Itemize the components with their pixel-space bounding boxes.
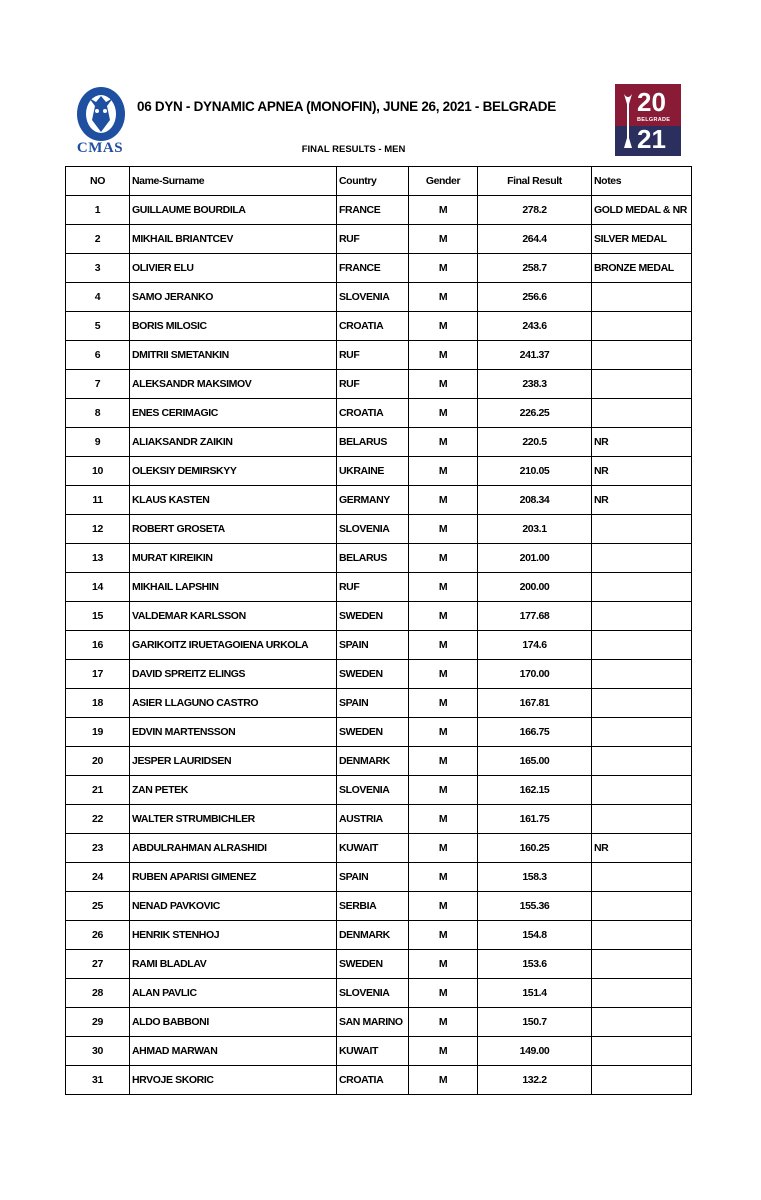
cell-notes: GOLD MEDAL & NR xyxy=(592,196,692,225)
cell-no: 25 xyxy=(66,892,130,921)
cell-notes xyxy=(592,602,692,631)
cell-gender: M xyxy=(409,602,478,631)
cell-country: SERBIA xyxy=(337,892,409,921)
table-row xyxy=(66,225,692,254)
table-row xyxy=(66,196,692,225)
column-header-final-result: Final Result xyxy=(478,167,592,196)
cell-notes xyxy=(592,1008,692,1037)
table-row xyxy=(66,1037,692,1066)
table-row xyxy=(66,863,692,892)
table-row xyxy=(66,544,692,573)
table-row xyxy=(66,1008,692,1037)
cell-no: 7 xyxy=(66,370,130,399)
cell-notes: SILVER MEDAL xyxy=(592,225,692,254)
cell-notes xyxy=(592,399,692,428)
cell-name: RUBEN APARISI GIMENEZ xyxy=(130,863,337,892)
cell-gender: M xyxy=(409,979,478,1008)
cell-final-result: 170.00 xyxy=(478,660,592,689)
cell-name: HRVOJE SKORIC xyxy=(130,1066,337,1095)
cell-country: FRANCE xyxy=(337,196,409,225)
cell-notes xyxy=(592,631,692,660)
cell-name: ASIER LLAGUNO CASTRO xyxy=(130,689,337,718)
cell-gender: M xyxy=(409,747,478,776)
cell-no: 29 xyxy=(66,1008,130,1037)
cell-notes: NR xyxy=(592,834,692,863)
table-row xyxy=(66,805,692,834)
table-row xyxy=(66,979,692,1008)
cell-final-result: 149.00 xyxy=(478,1037,592,1066)
table-row xyxy=(66,747,692,776)
cell-final-result: 243.6 xyxy=(478,312,592,341)
table-row xyxy=(66,254,692,283)
cell-country: DENMARK xyxy=(337,747,409,776)
cell-name: HENRIK STENHOJ xyxy=(130,921,337,950)
cell-final-result: 153.6 xyxy=(478,950,592,979)
cell-gender: M xyxy=(409,921,478,950)
cell-no: 27 xyxy=(66,950,130,979)
cell-final-result: 238.3 xyxy=(478,370,592,399)
cell-gender: M xyxy=(409,689,478,718)
cell-notes: BRONZE MEDAL xyxy=(592,254,692,283)
table-row xyxy=(66,892,692,921)
cell-name: ALDO BABBONI xyxy=(130,1008,337,1037)
cell-no: 2 xyxy=(66,225,130,254)
cell-name: ALEKSANDR MAKSIMOV xyxy=(130,370,337,399)
cell-final-result: 165.00 xyxy=(478,747,592,776)
cell-no: 13 xyxy=(66,544,130,573)
cell-country: FRANCE xyxy=(337,254,409,283)
cell-country: AUSTRIA xyxy=(337,805,409,834)
cell-name: DMITRII SMETANKIN xyxy=(130,341,337,370)
cell-gender: M xyxy=(409,544,478,573)
cell-notes xyxy=(592,776,692,805)
cell-country: SLOVENIA xyxy=(337,283,409,312)
cell-final-result: 158.3 xyxy=(478,863,592,892)
cell-country: SWEDEN xyxy=(337,660,409,689)
cell-country: SLOVENIA xyxy=(337,515,409,544)
cell-country: CROATIA xyxy=(337,1066,409,1095)
cell-country: SAN MARINO xyxy=(337,1008,409,1037)
cell-final-result: 167.81 xyxy=(478,689,592,718)
column-header-no: NO xyxy=(66,167,130,196)
cell-country: SWEDEN xyxy=(337,950,409,979)
document-subtitle: FINAL RESULTS - MEN xyxy=(301,144,406,155)
table-row xyxy=(66,428,692,457)
cell-country: RUF xyxy=(337,370,409,399)
cell-gender: M xyxy=(409,718,478,747)
cell-gender: M xyxy=(409,1066,478,1095)
cell-final-result: 150.7 xyxy=(478,1008,592,1037)
cell-gender: M xyxy=(409,457,478,486)
cell-final-result: 151.4 xyxy=(478,979,592,1008)
cell-name: BORIS MILOSIC xyxy=(130,312,337,341)
cell-no: 5 xyxy=(66,312,130,341)
cell-final-result: 160.25 xyxy=(478,834,592,863)
cell-gender: M xyxy=(409,312,478,341)
cmas-emblem-icon xyxy=(68,84,134,144)
cell-final-result: 208.34 xyxy=(478,486,592,515)
cell-gender: M xyxy=(409,196,478,225)
cell-final-result: 256.6 xyxy=(478,283,592,312)
cell-gender: M xyxy=(409,950,478,979)
cell-no: 16 xyxy=(66,631,130,660)
logo-year-bottom: 21 xyxy=(637,124,666,154)
cell-country: GERMANY xyxy=(337,486,409,515)
table-header-row xyxy=(66,167,692,196)
cell-name: KLAUS KASTEN xyxy=(130,486,337,515)
cell-notes xyxy=(592,892,692,921)
cell-notes xyxy=(592,370,692,399)
cell-gender: M xyxy=(409,225,478,254)
cell-gender: M xyxy=(409,1008,478,1037)
cell-gender: M xyxy=(409,892,478,921)
cell-country: RUF xyxy=(337,573,409,602)
table-row xyxy=(66,1066,692,1095)
cell-final-result: 241.37 xyxy=(478,341,592,370)
cell-final-result: 210.05 xyxy=(478,457,592,486)
cell-name: MIKHAIL LAPSHIN xyxy=(130,573,337,602)
cell-name: GUILLAUME BOURDILA xyxy=(130,196,337,225)
table-row xyxy=(66,921,692,950)
cell-notes xyxy=(592,747,692,776)
cell-country: SPAIN xyxy=(337,689,409,718)
cell-no: 8 xyxy=(66,399,130,428)
cell-final-result: 203.1 xyxy=(478,515,592,544)
cell-country: BELARUS xyxy=(337,544,409,573)
cell-gender: M xyxy=(409,399,478,428)
cell-country: RUF xyxy=(337,341,409,370)
cell-name: VALDEMAR KARLSSON xyxy=(130,602,337,631)
cell-no: 10 xyxy=(66,457,130,486)
cell-gender: M xyxy=(409,573,478,602)
cell-no: 6 xyxy=(66,341,130,370)
logo-year-top: 20 xyxy=(637,87,666,117)
cell-notes xyxy=(592,1066,692,1095)
cell-notes xyxy=(592,341,692,370)
column-header-country: Country xyxy=(337,167,409,196)
cell-name: MIKHAIL BRIANTCEV xyxy=(130,225,337,254)
cell-gender: M xyxy=(409,631,478,660)
table-row xyxy=(66,660,692,689)
cell-notes xyxy=(592,515,692,544)
cell-notes xyxy=(592,921,692,950)
table-row xyxy=(66,312,692,341)
cell-notes: NR xyxy=(592,428,692,457)
cell-notes xyxy=(592,544,692,573)
cell-no: 9 xyxy=(66,428,130,457)
cell-gender: M xyxy=(409,660,478,689)
cell-final-result: 161.75 xyxy=(478,805,592,834)
cell-no: 1 xyxy=(66,196,130,225)
cell-final-result: 132.2 xyxy=(478,1066,592,1095)
cell-gender: M xyxy=(409,834,478,863)
cell-name: JESPER LAURIDSEN xyxy=(130,747,337,776)
cell-notes xyxy=(592,283,692,312)
cell-country: UKRAINE xyxy=(337,457,409,486)
table-row xyxy=(66,457,692,486)
cell-country: SLOVENIA xyxy=(337,979,409,1008)
cell-final-result: 174.6 xyxy=(478,631,592,660)
cell-notes xyxy=(592,805,692,834)
cell-gender: M xyxy=(409,776,478,805)
cell-final-result: 200.00 xyxy=(478,573,592,602)
cell-country: CROATIA xyxy=(337,312,409,341)
cell-country: DENMARK xyxy=(337,921,409,950)
cell-no: 15 xyxy=(66,602,130,631)
cell-name: OLEKSIY DEMIRSKYY xyxy=(130,457,337,486)
cell-gender: M xyxy=(409,805,478,834)
cell-no: 11 xyxy=(66,486,130,515)
cell-notes xyxy=(592,312,692,341)
cell-gender: M xyxy=(409,1037,478,1066)
cell-final-result: 264.4 xyxy=(478,225,592,254)
cell-no: 19 xyxy=(66,718,130,747)
cell-no: 20 xyxy=(66,747,130,776)
cell-country: SWEDEN xyxy=(337,602,409,631)
cell-no: 12 xyxy=(66,515,130,544)
cell-no: 21 xyxy=(66,776,130,805)
cell-final-result: 166.75 xyxy=(478,718,592,747)
cell-notes xyxy=(592,660,692,689)
cell-no: 31 xyxy=(66,1066,130,1095)
cell-notes xyxy=(592,863,692,892)
cell-name: DAVID SPREITZ ELINGS xyxy=(130,660,337,689)
cell-name: WALTER STRUMBICHLER xyxy=(130,805,337,834)
cell-final-result: 226.25 xyxy=(478,399,592,428)
table-row xyxy=(66,283,692,312)
cell-final-result: 220.5 xyxy=(478,428,592,457)
cell-no: 26 xyxy=(66,921,130,950)
cell-country: SPAIN xyxy=(337,863,409,892)
column-header-gender: Gender xyxy=(409,167,478,196)
cell-gender: M xyxy=(409,370,478,399)
cell-name: ENES CERIMAGIC xyxy=(130,399,337,428)
table-row xyxy=(66,486,692,515)
logo-city: BELGRADE xyxy=(637,117,671,123)
cell-name: EDVIN MARTENSSON xyxy=(130,718,337,747)
cell-gender: M xyxy=(409,428,478,457)
cell-gender: M xyxy=(409,486,478,515)
cell-final-result: 155.36 xyxy=(478,892,592,921)
cell-gender: M xyxy=(409,254,478,283)
cell-no: 14 xyxy=(66,573,130,602)
cell-country: RUF xyxy=(337,225,409,254)
monofin-icon xyxy=(623,92,633,150)
table-row xyxy=(66,631,692,660)
cell-final-result: 154.8 xyxy=(478,921,592,950)
cell-name: ABDULRAHMAN ALRASHIDI xyxy=(130,834,337,863)
cell-no: 4 xyxy=(66,283,130,312)
table-row xyxy=(66,515,692,544)
cell-notes xyxy=(592,1037,692,1066)
cell-no: 18 xyxy=(66,689,130,718)
cell-notes xyxy=(592,718,692,747)
table-row xyxy=(66,370,692,399)
cell-country: KUWAIT xyxy=(337,1037,409,1066)
cell-name: ALAN PAVLIC xyxy=(130,979,337,1008)
column-header-notes: Notes xyxy=(592,167,692,196)
cell-no: 30 xyxy=(66,1037,130,1066)
cell-country: SPAIN xyxy=(337,631,409,660)
cell-final-result: 177.68 xyxy=(478,602,592,631)
cell-notes: NR xyxy=(592,486,692,515)
table-row xyxy=(66,602,692,631)
table-row xyxy=(66,689,692,718)
cell-name: RAMI BLADLAV xyxy=(130,950,337,979)
cell-country: BELARUS xyxy=(337,428,409,457)
table-row xyxy=(66,834,692,863)
table-row xyxy=(66,718,692,747)
cell-name: SAMO JERANKO xyxy=(130,283,337,312)
cell-name: OLIVIER ELU xyxy=(130,254,337,283)
cell-notes xyxy=(592,979,692,1008)
table-row xyxy=(66,950,692,979)
table-row xyxy=(66,573,692,602)
cell-name: NENAD PAVKOVIC xyxy=(130,892,337,921)
cell-gender: M xyxy=(409,863,478,892)
column-header-name: Name-Surname xyxy=(130,167,337,196)
cell-name: AHMAD MARWAN xyxy=(130,1037,337,1066)
cell-name: GARIKOITZ IRUETAGOIENA URKOLA xyxy=(130,631,337,660)
cell-country: SWEDEN xyxy=(337,718,409,747)
table-row xyxy=(66,776,692,805)
cell-no: 23 xyxy=(66,834,130,863)
cell-final-result: 278.2 xyxy=(478,196,592,225)
cell-country: SLOVENIA xyxy=(337,776,409,805)
cell-no: 22 xyxy=(66,805,130,834)
cell-name: MURAT KIREIKIN xyxy=(130,544,337,573)
cell-final-result: 258.7 xyxy=(478,254,592,283)
cell-notes: NR xyxy=(592,457,692,486)
document-title: 06 DYN - DYNAMIC APNEA (MONOFIN), JUNE 26, 2021 - BELGRADE xyxy=(137,99,556,114)
cell-notes xyxy=(592,950,692,979)
cell-gender: M xyxy=(409,283,478,312)
cell-no: 17 xyxy=(66,660,130,689)
cell-gender: M xyxy=(409,515,478,544)
cell-gender: M xyxy=(409,341,478,370)
table-row xyxy=(66,399,692,428)
results-table xyxy=(65,166,692,1095)
cell-name: ALIAKSANDR ZAIKIN xyxy=(130,428,337,457)
table-row xyxy=(66,341,692,370)
cell-country: CROATIA xyxy=(337,399,409,428)
cell-name: ZAN PETEK xyxy=(130,776,337,805)
cell-notes xyxy=(592,573,692,602)
cell-final-result: 201.00 xyxy=(478,544,592,573)
cell-no: 24 xyxy=(66,863,130,892)
cell-country: KUWAIT xyxy=(337,834,409,863)
cell-final-result: 162.15 xyxy=(478,776,592,805)
cell-no: 28 xyxy=(66,979,130,1008)
results-body xyxy=(66,196,692,1095)
cell-name: ROBERT GROSETA xyxy=(130,515,337,544)
cmas-logo-text: CMAS xyxy=(76,140,124,156)
cell-no: 3 xyxy=(66,254,130,283)
cell-notes xyxy=(592,689,692,718)
belgrade-2021-logo xyxy=(615,84,681,156)
